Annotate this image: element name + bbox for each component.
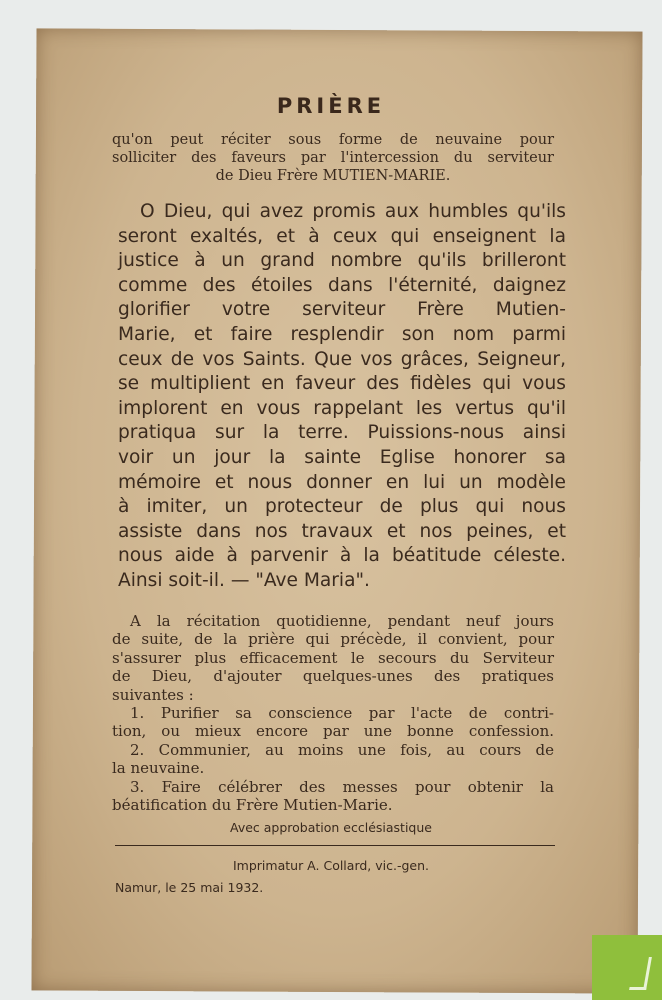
notes-line: 1. Purifier sa conscience par l'acte de contri- <box>130 704 554 723</box>
place-date: Namur, le 25 mai 1932. <box>115 880 264 895</box>
notes-line: 3. Faire célébrer des messes pour obtenir la <box>130 777 554 796</box>
prayer-line: se multiplient en faveur des fidèles qui vous <box>118 373 566 395</box>
prayer-line: O Dieu, qui avez promis aux humbles qu'ils <box>140 201 566 222</box>
prayer-line: voir un jour la sainte Eglise honorer sa <box>118 446 566 468</box>
prayer-line: mémoire et nous donner en lui un modèle <box>118 471 566 493</box>
prayer-line: pratiqua sur la terre. Puissions-nous ainsi <box>118 422 566 444</box>
prayer-line: Marie, et faire resplendir son nom parmi <box>118 323 566 345</box>
card-title: PRIÈRE <box>276 94 386 118</box>
imprimatur: Imprimatur A. Collard, vic.-gen. <box>233 858 429 873</box>
approbation: Avec approbation ecclésiastique <box>230 820 432 835</box>
notes-line: béatification du Frère Mutien-Marie. <box>112 796 393 815</box>
prayer-text <box>118 200 566 594</box>
prayer-line: à imiter, un protecteur de plus qui nous <box>118 496 566 518</box>
prayer-line: assiste dans nos travaux et nos peines, et <box>118 520 566 542</box>
subtitle-line: solliciter des faveurs par l'intercession du serviteur <box>112 150 554 166</box>
notes-line: tion, ou mieux encore par une bonne confession. <box>112 722 554 741</box>
notes-line: 2. Communier, au moins une fois, au cours de <box>130 740 554 759</box>
subtitle-line: qu'on peut réciter sous forme de neuvaine pour <box>112 132 554 148</box>
prayer-line: Ainsi soit-il. — "Ave Maria". <box>118 569 370 591</box>
instructions <box>112 612 554 814</box>
corner-label-logo <box>592 935 662 1000</box>
subtitle <box>112 131 554 185</box>
notes-line: A la récitation quotidienne, pendant neuf jours <box>130 612 554 630</box>
notes-line: s'assurer plus efficacement le secours du Serviteur <box>112 648 554 667</box>
prayer-line: comme des étoiles dans l'éternité, daignez <box>118 274 566 296</box>
notes-line: la neuvaine. <box>112 759 205 778</box>
prayer-line: seront exaltés, et à ceux qui enseignent la <box>118 225 566 247</box>
notes-line: suivantes : <box>112 685 194 704</box>
prayer-line: glorifier votre serviteur Frère Mutien- <box>118 299 566 321</box>
prayer-line: justice à un grand nombre qu'ils brilleront <box>118 250 566 272</box>
divider <box>115 845 555 846</box>
prayer-line: nous aide à parvenir à la béatitude céleste. <box>118 545 566 567</box>
subtitle-line: de Dieu Frère MUTIEN-MARIE. <box>215 168 451 184</box>
prayer-line: ceux de vos Saints. Que vos grâces, Seigneur, <box>118 348 566 370</box>
prayer-line: implorent en vous rappelant les vertus qu'il <box>118 397 566 419</box>
notes-line: de suite, de la prière qui précède, il convient, pour <box>112 630 554 649</box>
notes-line: de Dieu, d'ajouter quelques-unes des pratiques <box>112 667 554 686</box>
